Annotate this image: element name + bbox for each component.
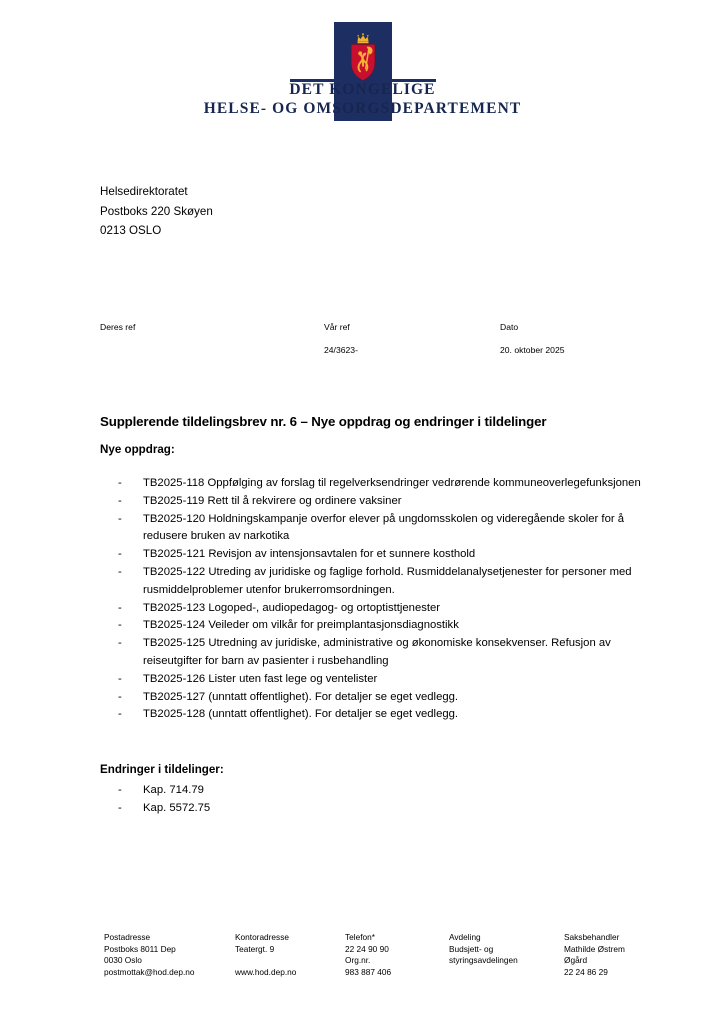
footer-text: 22 24 86 29	[564, 967, 608, 978]
department-name	[0, 80, 725, 118]
list-item	[100, 493, 660, 511]
footer-column-telefon	[345, 932, 445, 979]
footer-heading: Postadresse	[104, 932, 151, 942]
list-item	[100, 617, 660, 635]
var-ref-value: 24/3623-	[324, 345, 358, 355]
dato-value: 20. oktober 2025	[500, 345, 565, 355]
list-item-text: TB2025-119 Rett til å rekvirere og ordinere vaksiner	[143, 494, 402, 507]
list-item	[100, 564, 660, 600]
footer-text: Org.nr.	[345, 955, 371, 966]
list-bullet-dash: -	[118, 637, 122, 650]
list-bullet-dash: -	[118, 690, 122, 703]
list-item-text: TB2025-125 Utredning av juridiske, administrative og økonomiske konsekvenser. Refusjon av reiseutgifter for barn av pasienter i rusbehandling	[143, 637, 611, 667]
footer-text: 983 887 406	[345, 967, 392, 978]
logo-line-department: HELSE- OG OMSORGSDEPARTEMENT	[203, 100, 522, 117]
addressee-line-3: 0213 OSLO	[100, 224, 162, 237]
list-bullet-dash: -	[118, 494, 122, 507]
footer-text: 22 24 90 90	[345, 943, 389, 954]
list-item-text: TB2025-123 Logoped-, audiopedagog- og ortoptisttjenester	[143, 601, 441, 614]
list-item-text: Kap. 5572.75	[143, 801, 211, 814]
endringer-heading: Endringer i tildelinger:	[100, 763, 224, 776]
list-bullet-dash: -	[118, 619, 122, 632]
list-item	[100, 511, 660, 547]
footer-heading: Saksbehandler	[564, 932, 620, 942]
footer-column-kontoradresse	[235, 932, 340, 979]
footer-column-avdeling	[449, 932, 559, 967]
list-item-text: TB2025-120 Holdningskampanje overfor elever på ungdomsskolen og videregående skoler for å redusere bruken av narkotika	[143, 512, 625, 543]
addressee-line-1: Helsedirektoratet	[100, 185, 188, 198]
footer-column-postadresse	[104, 932, 234, 979]
list-bullet-dash: -	[118, 801, 122, 814]
list-bullet-dash: -	[118, 672, 122, 685]
deres-ref-label: Deres ref	[100, 322, 136, 332]
dato-column	[500, 318, 565, 360]
list-item	[100, 546, 660, 564]
list-item	[100, 782, 660, 800]
list-item-text: TB2025-121 Revisjon av intensjonsavtalen for et sunnere kosthold	[143, 548, 476, 561]
list-item	[100, 689, 660, 707]
list-item	[100, 635, 660, 671]
footer-heading: Avdeling	[449, 932, 481, 942]
list-item-text: TB2025-126 Lister uten fast lege og ventelister	[143, 672, 378, 685]
nye-oppdrag-heading: Nye oppdrag:	[100, 443, 175, 456]
footer-website[interactable]: www.hod.dep.no	[235, 967, 297, 978]
list-item-text: TB2025-128 (unntatt offentlighet). For detaljer se eget vedlegg.	[143, 708, 459, 721]
norwegian-coat-of-arms-icon	[348, 32, 378, 82]
footer-text: 0030 Oslo	[104, 955, 142, 966]
nye-oppdrag-list	[100, 475, 660, 724]
list-item	[100, 706, 660, 724]
list-item-text: Kap. 714.79	[143, 784, 204, 796]
department-logo	[0, 22, 725, 126]
deres-ref-column	[100, 318, 135, 341]
var-ref-column	[324, 318, 358, 360]
list-item-text: TB2025-122 Utreding av juridiske og faglige forhold. Rusmiddelanalysetjenester for personer med rusmiddelproblemer utenfor brukerromsordningen.	[143, 565, 632, 596]
list-item-text: TB2025-118 Oppfølging av forslag til regelverksendringer vedrørende kommuneoverlegefunksjonen	[143, 477, 641, 489]
footer-text: Mathilde Østrem	[564, 943, 625, 954]
footer-email[interactable]: postmottak@hod.dep.no	[104, 967, 195, 978]
list-item	[100, 475, 660, 493]
footer-text: Teatergt. 9	[235, 943, 275, 954]
list-bullet-dash: -	[118, 708, 122, 721]
letter-title: Supplerende tildelingsbrev nr. 6 – Nye oppdrag og endringer i tildelinger	[100, 414, 547, 429]
list-bullet-dash: -	[118, 512, 122, 525]
addressee-line-2: Postboks 220 Skøyen	[100, 204, 213, 218]
list-item-text: TB2025-127 (unntatt offentlighet). For detaljer se eget vedlegg.	[143, 690, 459, 703]
list-item	[100, 671, 660, 689]
list-bullet-dash: -	[118, 784, 122, 796]
endringer-list	[100, 782, 660, 818]
list-item	[100, 600, 660, 618]
footer-text: Budsjett- og	[449, 943, 494, 954]
footer-heading: Kontoradresse	[235, 932, 289, 942]
list-bullet-dash: -	[118, 548, 122, 561]
footer-text: Postboks 8011 Dep	[104, 943, 176, 954]
list-item-text: TB2025-124 Veileder om vilkår for preimplantasjonsdiagnostikk	[143, 619, 459, 632]
footer-text: Øgård	[564, 955, 588, 966]
var-ref-label: Vår ref	[324, 322, 350, 332]
list-item	[100, 800, 660, 818]
addressee-block	[100, 182, 213, 241]
logo-line-kongelige: DET KONGELIGE	[289, 81, 436, 98]
footer-text: styringsavdelingen	[449, 955, 518, 966]
footer-column-saksbehandler	[564, 932, 684, 979]
list-bullet-dash: -	[118, 565, 122, 578]
list-bullet-dash: -	[118, 601, 122, 614]
list-bullet-dash: -	[118, 477, 122, 489]
footer-heading: Telefon*	[345, 932, 375, 942]
dato-label: Dato	[500, 322, 519, 332]
